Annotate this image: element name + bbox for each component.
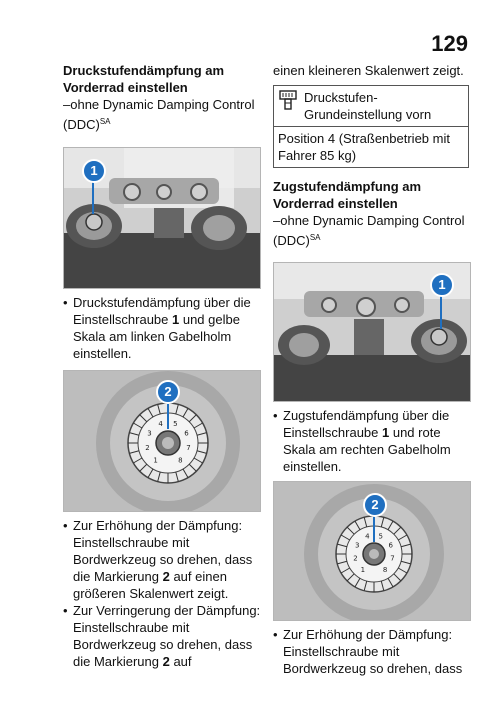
dial-number: 6	[184, 429, 189, 438]
callout-2	[156, 380, 180, 404]
subtitle-dash: –	[63, 97, 71, 112]
subtitle-sup: SA	[99, 117, 111, 126]
subtitle-sup: SA	[309, 233, 321, 242]
bullet-text-post: und gelbe Skala am linken Gabelholm einstellen.	[73, 312, 240, 361]
bullet-compression-adjust	[63, 294, 263, 362]
continuation-text: einen kleineren Skalenwert zeigt.	[273, 63, 464, 78]
dial-number: 4	[365, 532, 370, 541]
callout-2-label: 2	[371, 497, 379, 512]
bullet-bold: 2	[162, 654, 170, 669]
dial-number: 8	[382, 565, 388, 574]
dial-number: 7	[186, 444, 191, 453]
dial-number: 1	[153, 456, 158, 465]
info-title: Druckstufen-Grundeinstellung vorn	[304, 90, 432, 122]
bullet-text: Zugstufendämpfung über die Einstellschraube	[283, 408, 450, 440]
info-value: Position 4 (Straßenbetrieb mit Fahrer 85 kg)	[278, 131, 450, 163]
callout-1-label: 1	[90, 163, 98, 178]
bullet-bold: 1	[382, 425, 390, 440]
photo-fork-right	[273, 262, 471, 402]
page-number: 129	[431, 31, 468, 56]
bullet-text: Druckstufendämpfung über die Einstellschraube	[73, 295, 251, 327]
left-column	[63, 62, 263, 670]
bullet-bold: 2	[162, 569, 170, 584]
bullet-text-post: und rote Skala am rechten Gabelholm einstellen.	[283, 425, 451, 474]
dial-number: 3	[147, 429, 152, 438]
callout-1	[82, 159, 106, 183]
bullet-text: Zur Erhöhung der Dämpfung: Einstellschraube mit Bordwerkzeug so drehen, dass die Markierung	[73, 518, 253, 584]
dial-number: 8	[178, 456, 183, 465]
info-box	[273, 85, 469, 168]
dial-number: 6	[388, 541, 393, 550]
dial-number: 3	[355, 541, 360, 550]
bullet-decrease-damping	[63, 602, 263, 670]
photo-fork-left	[63, 147, 261, 289]
photo-dial-right	[273, 481, 471, 621]
bullet-bold: 1	[172, 312, 180, 327]
callout-2	[363, 493, 387, 517]
tool-icon	[278, 89, 304, 123]
subtitle-text: ohne Dynamic Damping Control (DDC)	[63, 97, 255, 132]
bullet-text: Zur Erhöhung der Dämpfung: Einstellschraube mit Bordwerkzeug so drehen, dass	[283, 627, 463, 676]
subtitle-dash: –	[273, 213, 281, 228]
heading-rebound: Zugstufendämpfung am Vorderrad einstellen	[273, 179, 422, 211]
bullet-text: Zur Verringerung der Dämpfung: Einstellschraube mit Bordwerkzeug so drehen, dass die Markierung	[73, 603, 261, 669]
dial-number: 7	[390, 554, 395, 563]
subtitle-text: ohne Dynamic Damping Control (DDC)	[273, 213, 465, 248]
info-box-header	[274, 86, 468, 127]
right-column	[273, 62, 473, 677]
dial-number: 4	[158, 419, 163, 428]
heading-compression: Druckstufendämpfung am Vorderrad einstellen	[63, 63, 225, 95]
subtitle-rebound	[273, 212, 473, 249]
bullet-text-post: auf	[169, 654, 192, 669]
bullet-increase-damping-rebound	[273, 626, 473, 677]
dial-number: 2	[353, 554, 358, 563]
photo-dial-left	[63, 370, 261, 512]
dial-number: 2	[145, 444, 150, 453]
callout-1-label: 1	[438, 277, 446, 292]
bullet-rebound-adjust	[273, 407, 473, 475]
bullet-increase-damping	[63, 517, 263, 602]
callout-1	[430, 273, 454, 297]
bullet-text-post: auf einen größeren Skalenwert zeigt.	[73, 569, 229, 601]
dial-number: 1	[360, 565, 366, 574]
subtitle-compression	[63, 96, 263, 133]
dial-number: 5	[378, 532, 383, 541]
callout-2-label: 2	[164, 384, 172, 399]
dial-number: 5	[173, 419, 178, 428]
